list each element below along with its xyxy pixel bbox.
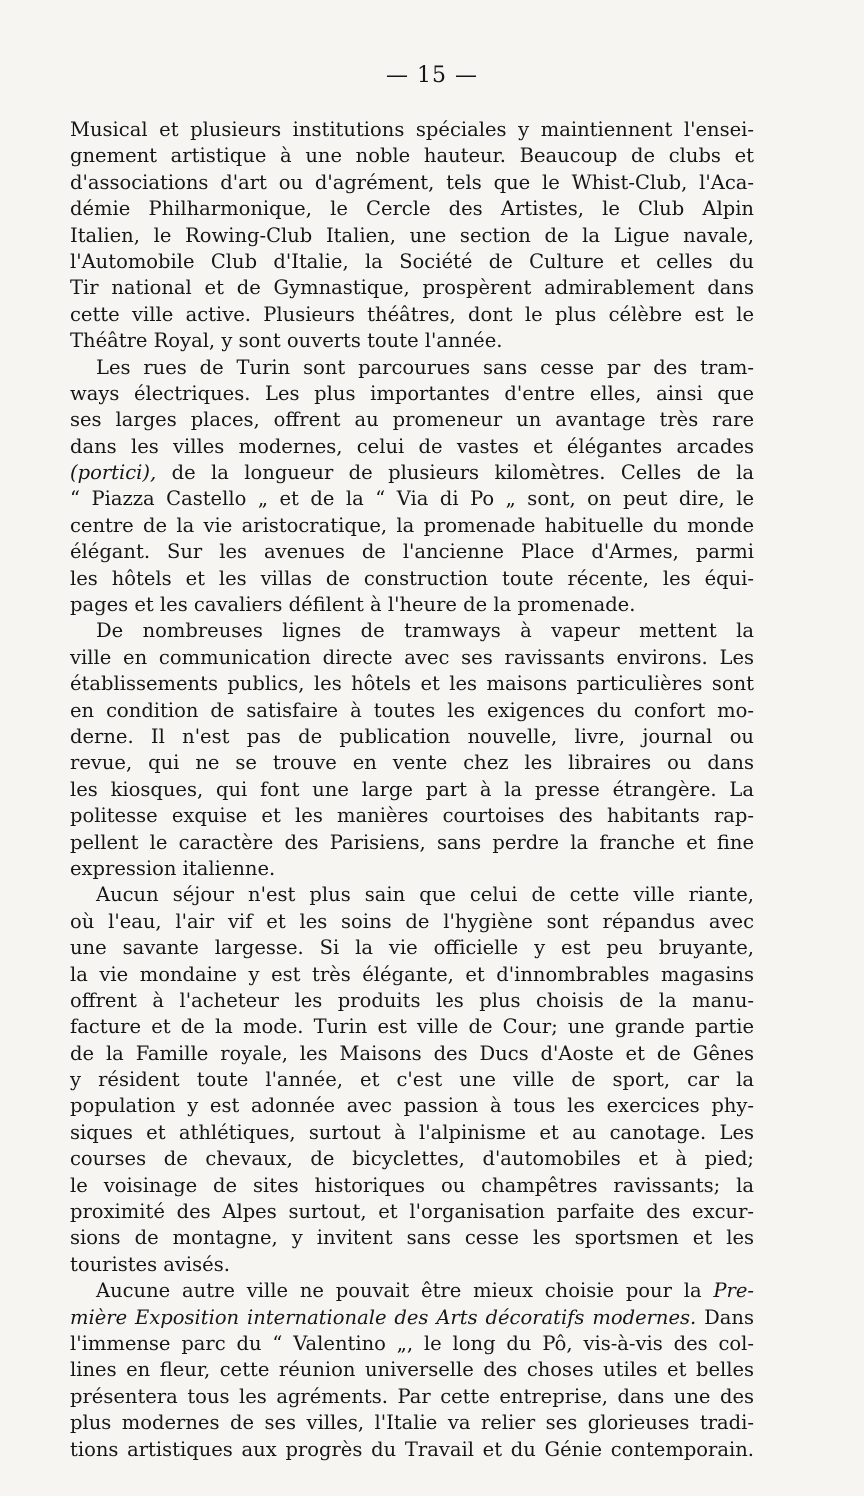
text-line: population y est adonnée avec passion à tous les exercices phy- xyxy=(70,1094,754,1118)
text-segment: Aucune autre ville ne pouvait être mieux choisie pour la xyxy=(96,1279,714,1303)
text-line: où l'eau, l'air vif et les soins de l'hygiène sont répandus avec xyxy=(70,909,754,933)
text-line: Italien, le Rowing-Club Italien, une section de la Ligue navale, xyxy=(70,223,754,247)
text-line: Aucun séjour n'est plus sain que celui de cette ville riante, xyxy=(96,883,754,907)
text-line: tions artistiques aux progrès du Travail et du Génie contemporain. xyxy=(70,1437,754,1461)
text-line: touristes avisés. xyxy=(70,1252,230,1276)
text-line: la vie mondaine y est très élégante, et d'innombrables magasins xyxy=(70,962,754,986)
text-line: proximité des Alpes surtout, et l'organisation parfaite des excur- xyxy=(70,1200,754,1224)
text-line: d'associations d'art ou d'agrément, tels que le Whist-Club, l'Aca- xyxy=(70,170,754,194)
text-line: ses larges places, offrent au promeneur un avantage très rare xyxy=(70,408,754,432)
text-line: centre de la vie aristocratique, la promenade habituelle du monde xyxy=(70,513,754,537)
text-line: en condition de satisfaire à toutes les exigences du confort mo- xyxy=(70,698,754,722)
body-text xyxy=(70,117,754,1463)
text-line: élégant. Sur les avenues de l'ancienne Place d'Armes, parmi xyxy=(70,540,754,564)
text-line: une savante largesse. Si la vie officielle y est peu bruyante, xyxy=(70,936,754,960)
text-line: les kiosques, qui font une large part à la presse étrangère. La xyxy=(70,777,754,801)
text-line: facture et de la mode. Turin est ville de Cour; une grande partie xyxy=(70,1015,754,1039)
text-line: sions de montagne, y invitent sans cesse les sportsmen et les xyxy=(70,1226,754,1250)
text-line: l'Automobile Club d'Italie, la Société de Culture et celles du xyxy=(70,249,754,273)
text-line: Musical et plusieurs institutions spéciales y maintiennent l'ensei- xyxy=(70,118,754,141)
text-line: établissements publics, les hôtels et les maisons particulières sont xyxy=(70,672,754,696)
text-line: lines en fleur, cette réunion universelle des choses utiles et belles xyxy=(70,1358,754,1382)
text-line: présentera tous les agréments. Par cette entreprise, dans une des xyxy=(70,1384,754,1408)
text-line: pellent le caractère des Parisiens, sans perdre la franche et fine xyxy=(70,830,754,854)
text-line: politesse exquise et les manières courtoises des habitants rap- xyxy=(70,804,754,828)
text-line: dans les villes modernes, celui de vastes et élégantes arcades xyxy=(70,434,754,458)
text-line: cette ville active. Plusieurs théâtres, dont le plus célèbre est le xyxy=(70,302,754,326)
text-line: Les rues de Turin sont parcourues sans cesse par des tram- xyxy=(96,355,754,379)
text-line: ville en communication directe avec ses ravissants environs. Les xyxy=(70,645,754,669)
text-line: plus modernes de ses villes, l'Italie va relier ses glorieuses tradi- xyxy=(70,1411,754,1435)
text-line: le voisinage de sites historiques ou champêtres ravissants; la xyxy=(70,1173,754,1197)
text-line: l'immense parc du “ Valentino „, le long du Pô, vis-à-vis des col- xyxy=(70,1331,754,1355)
text-segment: Dans xyxy=(696,1305,754,1329)
text-segment: de la longueur de plusieurs kilomètres. Celles de la xyxy=(156,461,754,485)
text-line xyxy=(70,1305,754,1331)
text-line: derne. Il n'est pas de publication nouvelle, livre, journal ou xyxy=(70,724,754,748)
text-line xyxy=(70,1278,754,1304)
text-line: Tir national et de Gymnastique, prospèrent admirablement dans xyxy=(70,276,754,300)
text-line: ways électriques. Les plus importantes d'entre elles, ainsi que xyxy=(70,381,754,405)
italic-segment: (portici), xyxy=(70,461,157,485)
text-line: De nombreuses lignes de tramways à vapeur mettent la xyxy=(96,619,754,643)
text-line: gnement artistique à une noble hauteur. Beaucoup de clubs et xyxy=(70,144,754,168)
text-line: pages et les cavaliers défilent à l'heure de la promenade. xyxy=(70,593,636,617)
italic-segment: Pre- xyxy=(713,1279,754,1303)
text-line: courses de chevaux, de bicyclettes, d'automobiles et à pied; xyxy=(70,1147,754,1171)
text-line: “ Piazza Castello „ et de la “ Via di Po „ sont, on peut dire, le xyxy=(70,487,754,511)
text-line: Théâtre Royal, y sont ouverts toute l'année. xyxy=(70,329,503,353)
page-number: — 15 — xyxy=(386,63,478,88)
text-line: expression italienne. xyxy=(70,856,276,880)
text-line: de la Famille royale, les Maisons des Ducs d'Aoste et de Gênes xyxy=(70,1041,754,1065)
text-line: les hôtels et les villas de construction toute récente, les équi- xyxy=(70,566,754,590)
text-line: y résident toute l'année, et c'est une ville de sport, car la xyxy=(70,1068,754,1092)
text-line xyxy=(70,460,754,486)
italic-segment: mière Exposition internationale des Arts décoratifs modernes. xyxy=(70,1305,697,1329)
text-line: revue, qui ne se trouve en vente chez les libraires ou dans xyxy=(70,751,754,775)
text-line: démie Philharmonique, le Cercle des Artistes, le Club Alpin xyxy=(70,197,754,221)
text-line: siques et athlétiques, surtout à l'alpinisme et au canotage. Les xyxy=(70,1120,754,1144)
text-line: offrent à l'acheteur les produits les plus choisis de la manu- xyxy=(70,988,754,1012)
